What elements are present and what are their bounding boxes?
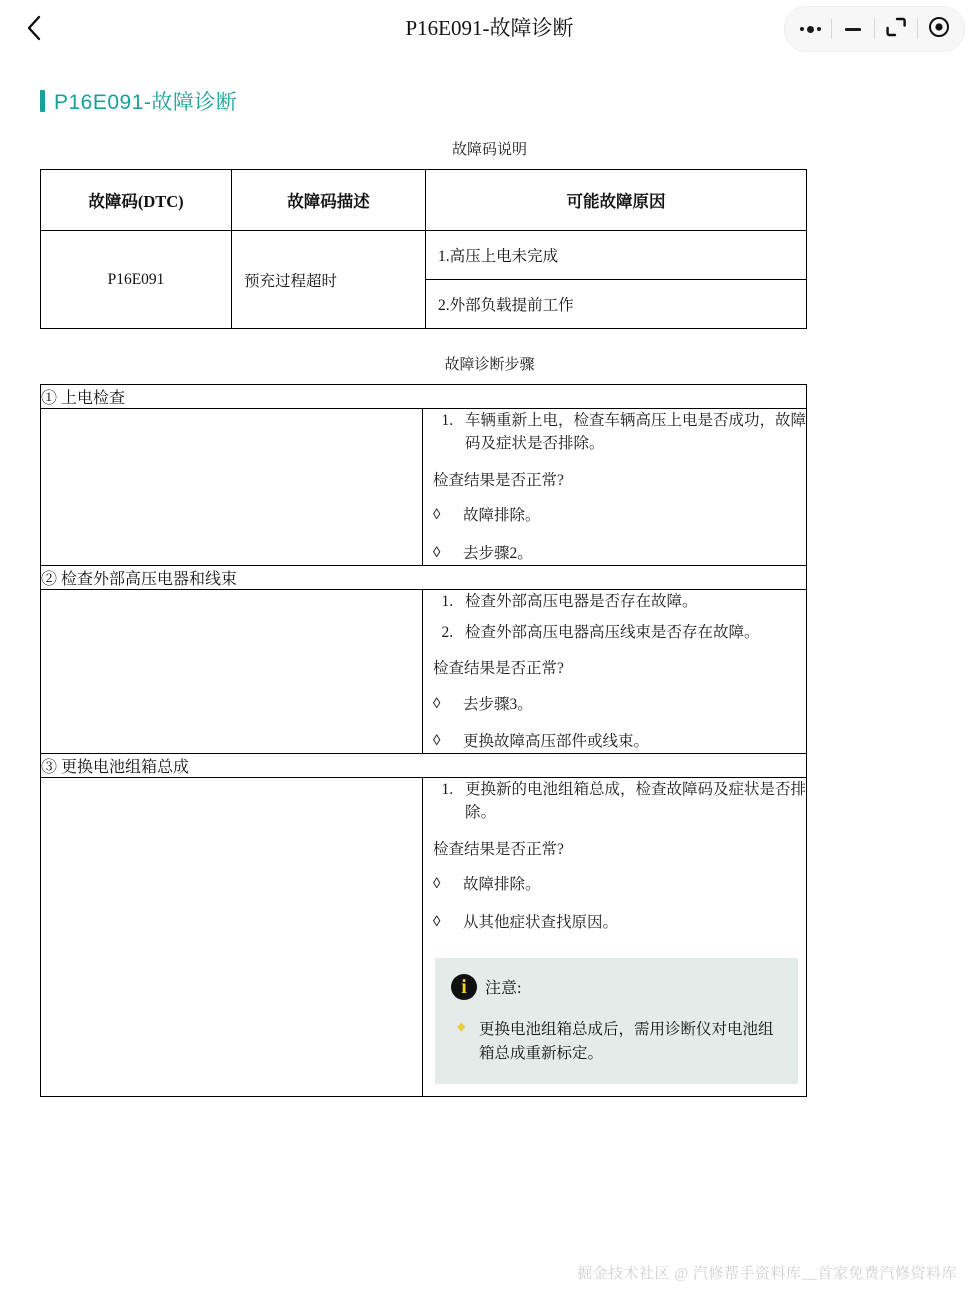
step-2-instructions: [423, 590, 806, 645]
list-item: ◊ 去步骤2。: [433, 543, 806, 565]
step-2-left-cell: [41, 589, 423, 754]
note-box: [435, 958, 798, 1084]
step-1-heading: ① 上电检查: [41, 385, 807, 409]
steps-table-caption: 故障诊断步骤: [444, 357, 535, 373]
step-3-instructions: [423, 778, 806, 825]
document-body: [0, 86, 979, 1097]
note-label: 注意:: [485, 980, 522, 998]
minimize-button[interactable]: [832, 8, 874, 50]
step-1-right-cell: [423, 409, 807, 566]
dtc-table-caption: 故障码说明: [451, 142, 527, 158]
step-2-options: [433, 694, 806, 753]
step-3-left-cell: [41, 778, 423, 1097]
app-title: P16E091-故障诊断: [405, 16, 574, 40]
step-2-right-cell: [423, 589, 807, 754]
step-1-question: 检查结果是否正常?: [433, 471, 564, 489]
step-3-heading: ③ 更换电池组箱总成: [41, 754, 807, 778]
column-header-description: 故障码描述: [232, 170, 426, 231]
step-header-row: [41, 565, 807, 589]
page-title: P16E091-故障诊断: [54, 91, 238, 114]
more-options-button[interactable]: [789, 8, 831, 50]
watermark: 掘金技术社区 @ 汽修帮手资料库__首家免费汽修资料库: [577, 1266, 957, 1282]
list-item: ◊ 从其他症状查找原因。: [433, 912, 806, 934]
app-header: [0, 0, 979, 56]
steps-table: [40, 384, 807, 1097]
step-2-heading: ② 检查外部高压电器和线束: [41, 565, 807, 589]
cell-cause-2: 2.外部负载提前工作: [426, 280, 807, 329]
cell-dtc-description: 预充过程超时: [232, 231, 426, 329]
dtc-table: [40, 169, 807, 329]
close-button[interactable]: [918, 8, 960, 50]
step-body-row: [41, 589, 807, 754]
expand-corners-icon: [886, 17, 906, 42]
list-item: 1. 更换新的电池组箱总成，检查故障码及症状是否排除。: [457, 778, 806, 825]
step-header-row: [41, 754, 807, 778]
column-header-cause: 可能故障原因: [426, 170, 807, 231]
table-header-row: [41, 170, 807, 231]
window-capsule-controls: [784, 6, 965, 52]
list-item: ◊ 故障排除。: [433, 874, 806, 896]
target-circle-icon: [928, 16, 950, 43]
list-item: 2. 检查外部高压电器高压线束是否存在故障。: [457, 621, 806, 644]
more-dots-icon: [800, 26, 821, 33]
note-items: [451, 1018, 780, 1066]
cell-dtc-code: P16E091: [41, 231, 232, 329]
column-header-dtc: 故障码(DTC): [41, 170, 232, 231]
list-item: 1. 检查外部高压电器是否存在故障。: [457, 590, 806, 613]
step-body-row: [41, 778, 807, 1097]
list-item: ◊ 去步骤3。: [433, 694, 806, 716]
step-3-right-cell: [423, 778, 807, 1097]
minimize-dash-icon: [845, 28, 861, 31]
page-title-row: [40, 86, 939, 116]
step-body-row: [41, 409, 807, 566]
step-3-options: [433, 874, 806, 933]
list-item: 1. 车辆重新上电，检查车辆高压上电是否成功，故障码及症状是否排除。: [457, 409, 806, 456]
note-header: [451, 974, 780, 1000]
list-item: ◆ 更换电池组箱总成后，需用诊断仪对电池组箱总成重新标定。: [451, 1018, 780, 1066]
step-1-options: [433, 505, 806, 564]
cell-cause-1: 1.高压上电未完成: [426, 231, 807, 280]
step-2-question: 检查结果是否正常?: [433, 660, 564, 678]
expand-button[interactable]: [875, 8, 917, 50]
step-1-left-cell: [41, 409, 423, 566]
list-item: ◊ 更换故障高压部件或线束。: [433, 731, 806, 753]
info-circle-icon: i: [451, 974, 477, 1000]
title-accent-bar: [40, 90, 45, 112]
step-1-instructions: [423, 409, 806, 456]
table-row: [41, 231, 807, 280]
step-3-question: 检查结果是否正常?: [433, 840, 564, 858]
list-item: ◊ 故障排除。: [433, 505, 806, 527]
step-header-row: [41, 385, 807, 409]
